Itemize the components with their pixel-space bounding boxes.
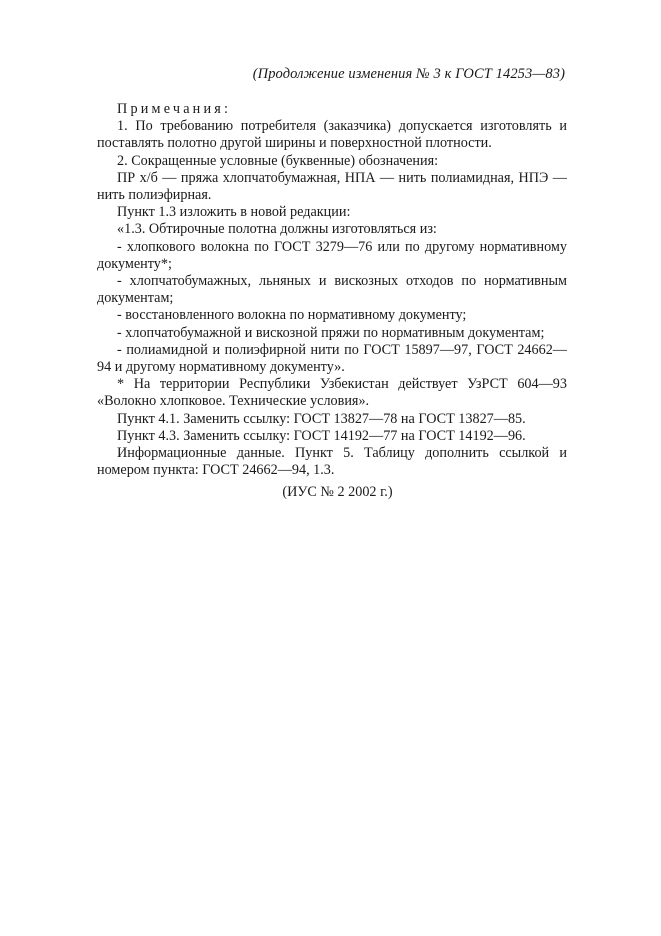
list-item: - хлопчатобумажных, льняных и вискозных отходов по нормативным документам;	[97, 273, 567, 307]
document-body	[97, 101, 567, 479]
clause-4-1: Пункт 4.1. Заменить ссылку: ГОСТ 13827—78 на ГОСТ 13827—85.	[117, 410, 526, 427]
list-item: - полиамидной и полиэфирной нити по ГОСТ 15897—97, ГОСТ 24662—94 и другому нормативному документу».	[97, 341, 567, 376]
notes-heading: Примечания:	[117, 101, 232, 117]
list-item: - хлопкового волокна по ГОСТ 3279—76 или по другому нормативному документу*;	[97, 238, 567, 272]
page-header: (Продолжение изменения № 3 к ГОСТ 14253—83)	[252, 66, 565, 82]
info-data: Информационные данные. Пункт 5. Таблицу дополнить ссылкой и номером пункта: ГОСТ 24662—94, 1.3.	[97, 445, 567, 479]
list-item: - восстановленного волокна по нормативному документу;	[117, 307, 467, 324]
page-footer: (ИУС № 2 2002 г.)	[282, 484, 393, 500]
note-1: 1. По требованию потребителя (заказчика) допускается изготовлять и поставлять полотно другой ширины и поверхностной плотности.	[97, 118, 567, 152]
note-2: 2. Сокращенные условные (буквенные) обозначения:	[117, 152, 439, 169]
abbreviations: ПР х/б — пряжа хлопчатобумажная, НПА — нить полиамидная, НПЭ — нить полиэфирная.	[97, 169, 567, 204]
list-item: - хлопчатобумажной и вискозной пряжи по нормативным документам;	[117, 324, 545, 341]
clause-1-3-text: «1.3. Обтирочные полотна должны изготовляться из:	[117, 221, 437, 238]
clause-4-3: Пункт 4.3. Заменить ссылку: ГОСТ 14192—77 на ГОСТ 14192—96.	[117, 427, 526, 444]
clause-1-3-intro: Пункт 1.3 изложить в новой редакции:	[117, 204, 351, 221]
footnote: * На территории Республики Узбекистан действует УзРСТ 604—93 «Волокно хлопковое. Технические условия».	[97, 376, 567, 410]
